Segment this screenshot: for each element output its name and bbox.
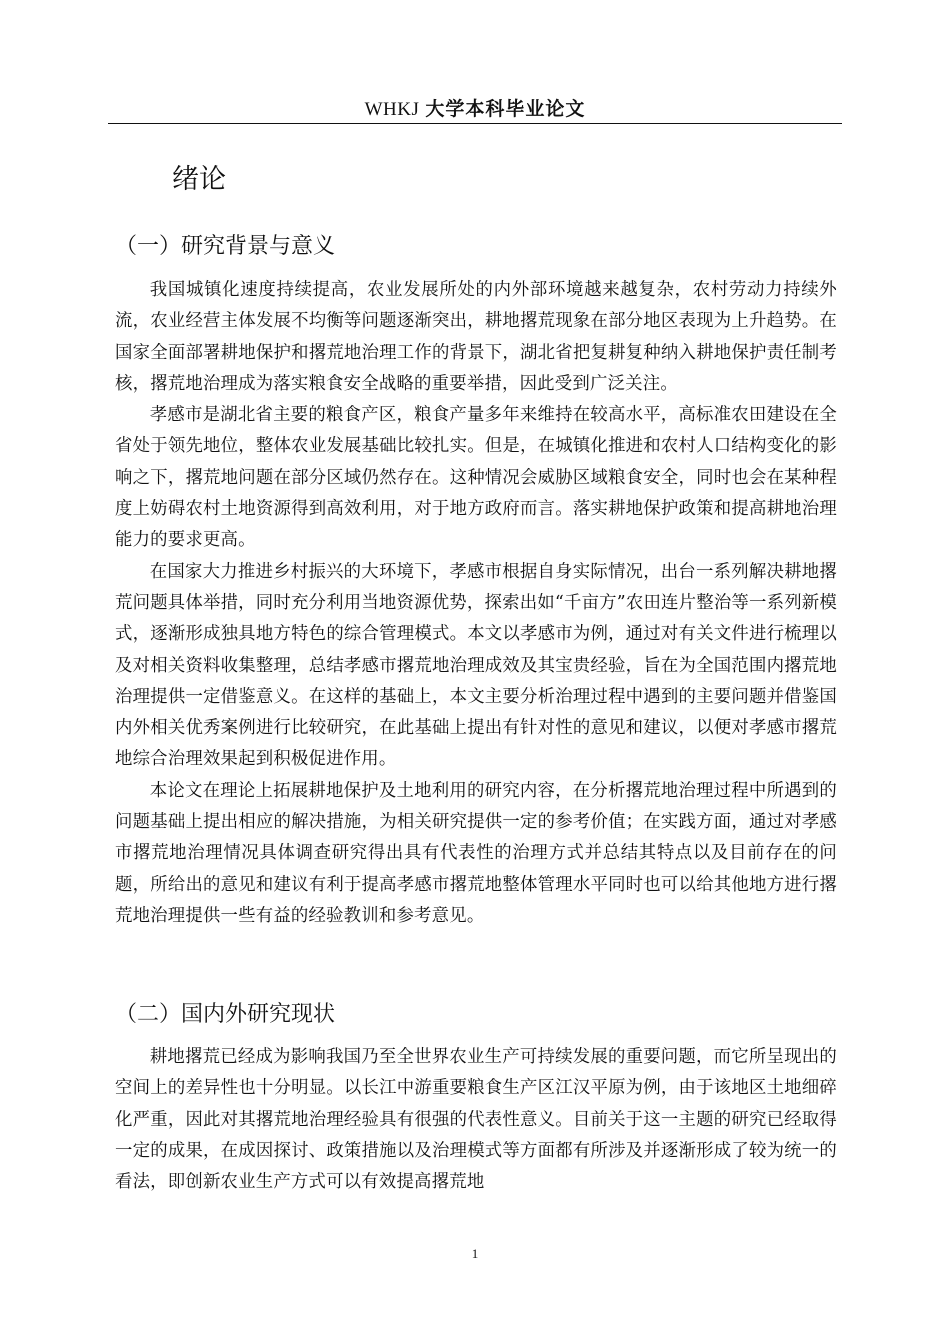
page-number: 1	[471, 1246, 479, 1261]
chapter-title: 绪论	[172, 164, 226, 195]
running-header-latin: WHKJ	[364, 99, 420, 120]
section-heading-research-status: （二）国内外研究现状	[115, 1002, 336, 1027]
body-paragraph: 耕地撂荒已经成为影响我国乃至全世界农业生产可持续发展的重要问题，而它所呈现出的空间上的差异性也十分明显。以长江中游重要粮食生产区江汉平原为例，由于该地区土地细碎化严重，因此对其撂荒地治理经验具有很强的代表性意义。目前关于这一主题的研究已经取得一定的成果，在成因探讨、政策措施以及治理模式等方面都有所涉及并逐渐形成了较为统一的看法，即创新农业生产方式可以有效提高撂荒地	[115, 1047, 837, 1193]
running-header	[108, 96, 842, 123]
running-header-cn: 大学本科毕业论文	[425, 98, 586, 120]
section-heading-background: （一）研究背景与意义	[115, 234, 336, 259]
body-paragraph: 我国城镇化速度持续提高，农业发展所处的内外部环境越来越复杂，农村劳动力持续外流，农业经营主体发展不均衡等问题逐渐突出，耕地撂荒现象在部分地区表现为上升趋势。在国家全面部署耕地保护和撂荒地治理工作的背景下，湖北省把复耕复种纳入耕地保护责任制考核，撂荒地治理成为落实粮食安全战略的重要举措，因此受到广泛关注。	[115, 280, 837, 394]
header-rule	[108, 123, 842, 124]
body-paragraph: 在国家大力推进乡村振兴的大环境下，孝感市根据自身实际情况，出台一系列解决耕地撂荒问题具体举措，同时充分利用当地资源优势，探索出如“千亩方”农田连片整治等一系列新模式，逐渐形成独具地方特色的综合管理模式。本文以孝感市为例，通过对有关文件进行梳理以及对相关资料收集整理，总结孝感市撂荒地治理成效及其宝贵经验，旨在为全国范围内撂荒地治理提供一定借鉴意义。在这样的基础上，本文主要分析治理过程中遇到的主要问题并借鉴国内外相关优秀案例进行比较研究，在此基础上提出有针对性的意见和建议，以便对孝感市撂荒地综合治理效果起到积极促进作用。	[115, 561, 837, 770]
section-body-research-status	[115, 1042, 837, 1198]
section-body-background	[115, 275, 837, 932]
body-paragraph: 本论文在理论上拓展耕地保护及土地利用的研究内容，在分析撂荒地治理过程中所遇到的问题基础上提出相应的解决措施，为相关研究提供一定的参考价值；在实践方面，通过对孝感市撂荒地治理情况具体调查研究得出具有代表性的治理方式并总结其特点以及目前存在的问题，所给出的意见和建议有利于提高孝感市撂荒地整体管理水平同时也可以给其他地方进行撂荒地治理提供一些有益的经验教训和参考意见。	[115, 780, 837, 926]
body-paragraph: 孝感市是湖北省主要的粮食产区，粮食产量多年来维持在较高水平，高标准农田建设在全省处于领先地位，整体农业发展基础比较扎实。但是，在城镇化推进和农村人口结构变化的影响之下，撂荒地问题在部分区域仍然存在。这种情况会威胁区域粮食安全，同时也会在某种程度上妨碍农村土地资源得到高效利用，对于地方政府而言。落实耕地保护政策和提高耕地治理能力的要求更高。	[115, 405, 837, 551]
